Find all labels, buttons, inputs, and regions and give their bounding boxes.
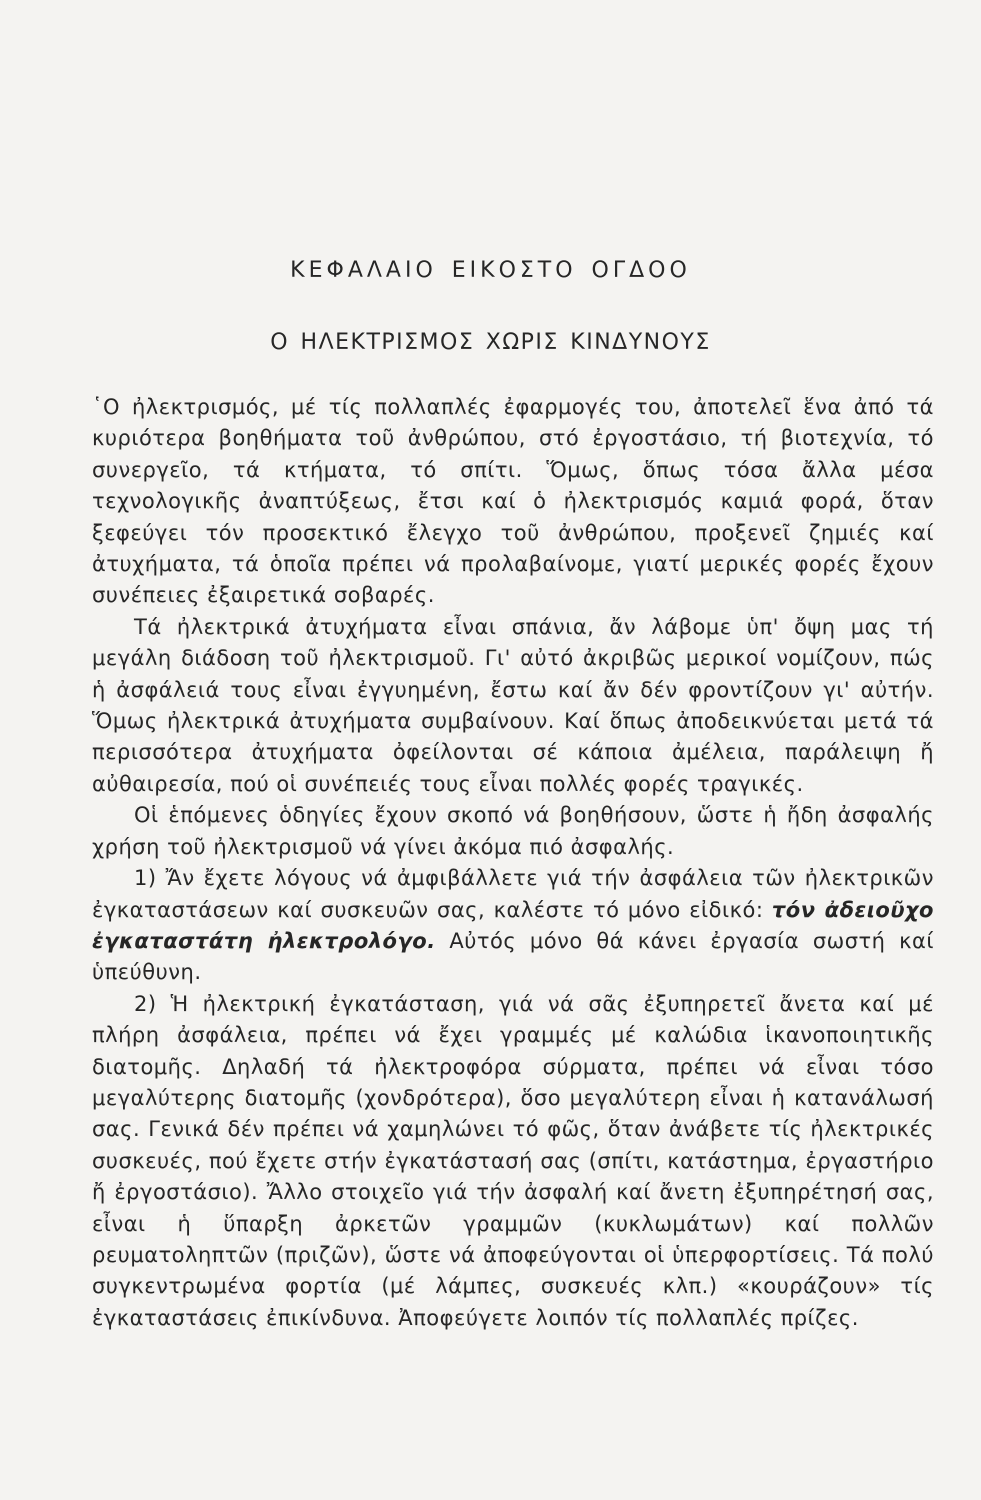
paragraph-intro: ῾Ο ἠλεκτρισμός, μέ τίς πολλαπλές ἐφαρμογές του, ἀποτελεῖ ἕνα ἀπό τά κυριότερα βοηθήματα τοῦ ἀνθρώπου, στό ἐργοστάσιο, τή βιοτεχνία, τό συνεργεῖο, τά κτήματα, τό σπίτι. Ὅμως, ὅπως τόσα ἄλλα μέσα τεχνολογικῆς ἀναπτύξεως, ἔτσι καί ὁ ἠλεκτρισμός καμιά φορά, ὅταν ξεφεύγει τόν προσεκτικό ἔλεγχο τοῦ ἀνθρώπου, προξενεῖ ζημιές καί ἀτυχήματα, τά ὁποῖα πρέπει νά προλαβαίνομε, γιατί μερικές φορές ἔχουν συνέπειες ἐξαιρετικά σοβαρές.	[92, 395, 934, 608]
rule-1-text: 1) Ἄν ἔχετε λόγους νά ἀμφιβάλλετε γιά τήν ἀσφάλεια τῶν ἠλεκτρικῶν ἐγκαταστάσεων καί συσκευῶν σας, καλέστε τό μόνο εἰδικό:	[92, 866, 934, 922]
rule-1-emphasis: τόν ἀδειοῦχο ἐγκαταστάτη ἠλεκτρολόγο.	[92, 897, 934, 953]
paragraph-rule-1	[92, 863, 934, 989]
rule-1-end: Αὐτός μόνο θά κάνει ἐργασία σωστή καί ὑπεύθυνη.	[92, 928, 935, 985]
paragraph-guidelines: Οἱ ἑπόμενες ὁδηγίες ἔχουν σκοπό νά βοηθήσουν, ὥστε ἡ ἤδη ἀσφαλής χρήση τοῦ ἠλεκτρισμοῦ νά γίνει ἀκόμα πιό ἀσφαλής.	[92, 803, 934, 859]
paragraph-rule-2: 2) Ἡ ἠλεκτρική ἐγκατάσταση, γιά νά σᾶς ἐξυπηρετεῖ ἄνετα καί μέ πλήρη ἀσφάλεια, πρέπει νά ἔχει γραμμές μέ καλώδια ἱκανοποιητικῆς διατομῆς. Δηλαδή τά ἠλεκτροφόρα σύρματα, πρέπει νά εἶναι τόσο μεγαλύτερης διατομῆς (χονδρότερα), ὅσο μεγαλύτερη εἶναι ἡ κατανάλωσή σας. Γενικά δέν πρέπει νά χαμηλώνει τό φῶς, ὅταν ἀνάβετε τίς ἠλεκτρικές συσκευές, πού ἔχετε στήν ἐγκατάστασή σας (σπίτι, κατάστημα, ἐργαστήριο ἤ ἐργοστάσιο). Ἄλλο στοιχεῖο γιά τήν ἀσφαλή καί ἄνετη ἐξυπηρέτησή σας, εἶναι ἡ ὕπαρξη ἀρκετῶν γραμμῶν (κυκλωμάτων) καί πολλῶν ρευματοληπτῶν (πριζῶν), ὥστε νά ἀποφεύγονται οἱ ὑπερφορτίσεις. Τά πολύ συγκεντρωμένα φορτία (μέ λάμπες, συσκευές κλπ.) «κουράζουν» τίς ἐγκαταστάσεις ἐπικίνδυνα. Ἀποφεύγετε λοιπόν τίς πολλαπλές πρίζες.	[92, 991, 934, 1330]
chapter-body	[92, 392, 934, 1334]
chapter-title: Ο ΗΛΕΚΤΡΙΣΜΟΣ ΧΩΡΙΣ ΚΙΝΔΥΝΟΥΣ	[270, 330, 711, 355]
paragraph-accidents: Τά ἠλεκτρικά ἀτυχήματα εἶναι σπάνια, ἄν λάβομε ὑπ' ὄψη μας τή μεγάλη διάδοση τοῦ ἠλεκτρισμοῦ. Γι' αὐτό ἀκριβῶς μερικοί νομίζουν, πώς ἡ ἀσφάλειά τους εἶναι ἐγγυημένη, ἔστω καί ἄν δέν φροντίζουν γι' αὐτήν. Ὅμως ἠλεκτρικά ἀτυχήματα συμβαίνουν. Καί ὅπως ἀποδεικνύεται μετά τά περισσότερα ἀτυχήματα ὀφείλονται σέ κάποια ἀμέλεια, παράλειψη ἤ αὐθαιρεσία, πού οἱ συνέπειές τους εἶναι πολλές φορές τραγικές.	[92, 614, 934, 796]
chapter-label: ΚΕΦΑΛΑΙΟ ΕΙΚΟΣΤΟ ΟΓΔΟΟ	[290, 258, 691, 283]
